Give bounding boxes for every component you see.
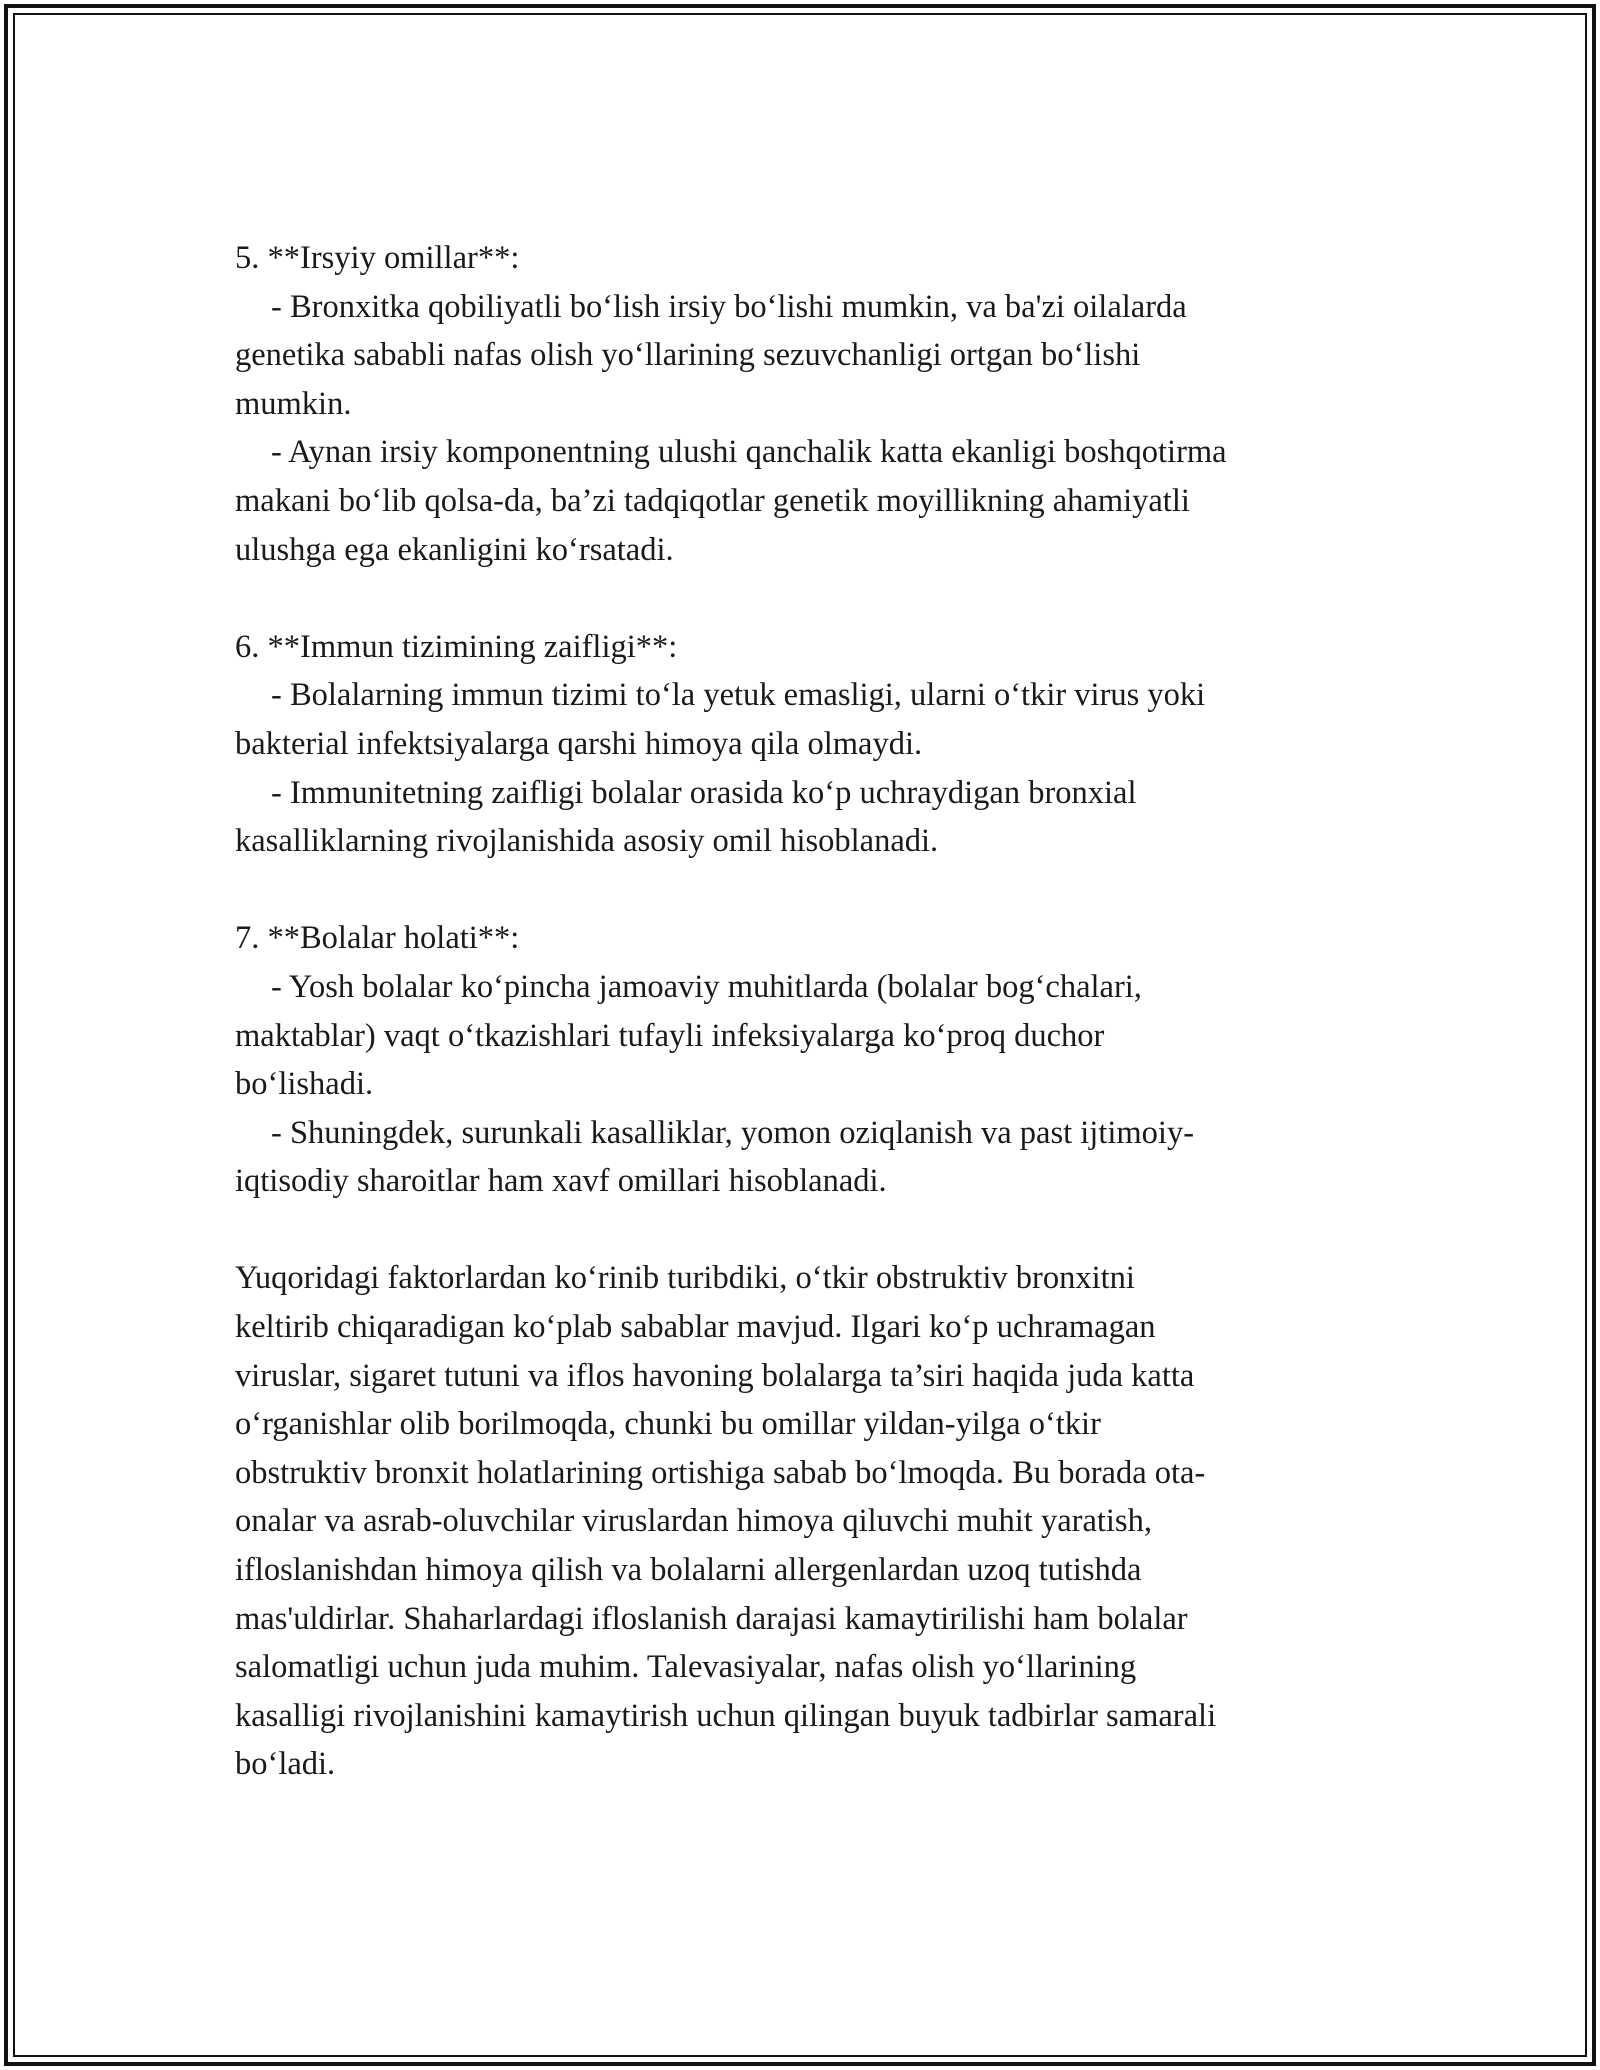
- section-5: [235, 234, 1385, 574]
- paragraph-line: o‘rganishlar olib borilmoqda, chunki bu omillar yildan-yilga o‘tkir: [235, 1406, 1101, 1443]
- bullet-line: kasalliklarning rivojlanishida asosiy omil hisoblanadi.: [235, 823, 939, 860]
- paragraph-line: bo‘ladi.: [235, 1746, 336, 1783]
- bullet-line: iqtisodiy sharoitlar ham xavf omillari hisoblanadi.: [235, 1163, 887, 1200]
- paragraph-line: onalar va asrab-oluvchilar viruslardan himoya qiluvchi muhit yaratish,: [235, 1503, 1152, 1540]
- paragraph-spacer: [235, 866, 1385, 915]
- paragraph-line: ifloslanishdan himoya qilish va bolalarni allergenlardan uzoq tutishda: [235, 1552, 1142, 1589]
- paragraph-line: salomatligi uchun juda muhim. Talevasiyalar, nafas olish yo‘llarining: [235, 1649, 1137, 1686]
- bullet-line: bo‘lishadi.: [235, 1066, 374, 1103]
- paragraph-line: viruslar, sigaret tutuni va iflos havoning bolalarga ta’siri haqida juda katta: [235, 1357, 1195, 1394]
- bullet-line: makani bo‘lib qolsa-da, ba’zi tadqiqotlar genetik moyillikning ahamiyatli: [235, 482, 1190, 519]
- paragraph-line: Yuqoridagi faktorlardan ko‘rinib turibdiki, o‘tkir obstruktiv bronxitni: [235, 1260, 1135, 1297]
- paragraph-spacer: [235, 574, 1385, 623]
- bullet-line: maktablar) vaqt o‘tkazishlari tufayli infeksiyalarga ko‘proq duchor: [235, 1017, 1105, 1054]
- bullet-line: - Aynan irsiy komponentning ulushi qanchalik katta ekanligi boshqotirma: [271, 434, 1227, 471]
- section-heading: 7. **Bolalar holati**:: [235, 920, 520, 957]
- paragraph-line: mas'uldirlar. Shaharlardagi ifloslanish darajasi kamaytirilishi ham bolalar: [235, 1600, 1188, 1637]
- section-heading: 6. **Immun tizimining zaifligi**:: [235, 628, 678, 665]
- paragraph-line: kasalligi rivojlanishini kamaytirish uchun qilingan buyuk tadbirlar samarali: [235, 1697, 1217, 1734]
- bullet-line: ulushga ega ekanligini ko‘rsatadi.: [235, 531, 674, 568]
- bullet-line: - Shuningdek, surunkali kasalliklar, yomon oziqlanish va past ijtimoiy-: [271, 1114, 1195, 1151]
- section-6: [235, 623, 1385, 866]
- paragraph-line: obstruktiv bronxit holatlarining ortishiga sabab bo‘lmoqda. Bu borada ota-: [235, 1454, 1206, 1491]
- section-7: [235, 914, 1385, 1206]
- bullet-line: - Yosh bolalar ko‘pincha jamoaviy muhitlarda (bolalar bog‘chalari,: [271, 968, 1142, 1005]
- bullet-line: - Bronxitka qobiliyatli bo‘lish irsiy bo‘lishi mumkin, va ba'zi oilalarda: [271, 288, 1187, 325]
- bullet-line: - Bolalarning immun tizimi to‘la yetuk emasligi, ularni o‘tkir virus yoki: [271, 677, 1206, 714]
- section-heading: 5. **Irsyiy omillar**:: [235, 240, 520, 276]
- bullet-line: - Immunitetning zaifligi bolalar orasida ko‘p uchraydigan bronxial: [271, 774, 1137, 811]
- paragraph-line: keltirib chiqaradigan ko‘plab sabablar mavjud. Ilgari ko‘p uchramagan: [235, 1309, 1156, 1346]
- paragraph-spacer: [235, 1206, 1385, 1255]
- bullet-line: bakterial infektsiyalarga qarshi himoya qila olmaydi.: [235, 725, 923, 762]
- document-body: [235, 234, 1385, 1789]
- bullet-line: mumkin.: [235, 385, 352, 422]
- conclusion-paragraph: [235, 1254, 1385, 1789]
- bullet-line: genetika sababli nafas olish yo‘llarining sezuvchanligi ortgan bo‘lishi: [235, 337, 1141, 374]
